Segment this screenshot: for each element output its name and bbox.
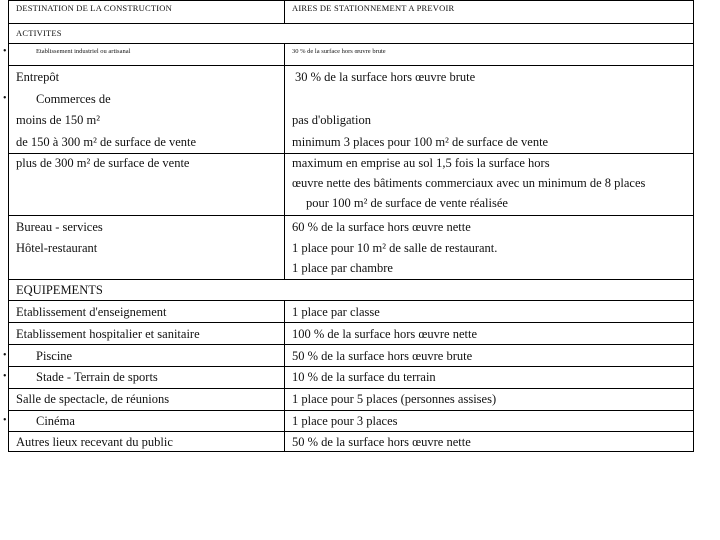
row-divider	[9, 65, 693, 66]
row-enseignement-label: Etablissement d'enseignement	[16, 305, 167, 319]
row-divider	[9, 344, 693, 345]
row-stade-label: Stade - Terrain de sports	[36, 370, 158, 384]
row-bureau-label: Bureau - services	[16, 220, 103, 234]
row-hotel-value-line1: 1 place pour 10 m² de salle de restaurant.	[292, 241, 498, 255]
row-piscine-label: Piscine	[36, 349, 73, 363]
row-plus300-label: plus de 300 m² de surface de vente	[16, 156, 190, 170]
row-spectacle-label: Salle de spectacle, de réunions	[16, 392, 170, 406]
row-cinema-label: Cinéma	[36, 414, 75, 428]
row-industriel-value: 30 % de la surface hors œuvre brute	[292, 48, 386, 55]
row-divider	[9, 23, 693, 24]
parking-requirements-table	[3, 0, 694, 452]
row-entrepot-value: 30 % de la surface hors œuvre brute	[295, 70, 476, 84]
bullet-icon: •	[3, 46, 7, 57]
row-autres-value: 50 % de la surface hors œuvre nette	[292, 435, 471, 449]
row-moins150-label: moins de 150 m²	[16, 113, 100, 127]
column-divider	[284, 1, 285, 23]
row-industriel-label: Etablissement industriel ou artisanal	[36, 48, 131, 55]
row-hospitalier-value: 100 % de la surface hors œuvre nette	[292, 327, 477, 341]
row-divider	[9, 279, 693, 280]
row-150-300-value: minimum 3 places pour 100 m² de surface de vente	[292, 135, 549, 149]
row-stade-value: 10 % de la surface du terrain	[292, 370, 436, 384]
row-divider	[9, 215, 693, 216]
row-autres-label: Autres lieux recevant du public	[16, 435, 173, 449]
column-divider	[284, 43, 285, 279]
header-parking: AIRES DE STATIONNEMENT A PREVOIR	[292, 3, 455, 13]
section-activites: ACTIVITES	[16, 28, 62, 38]
row-entrepot-label: Entrepôt	[16, 70, 60, 84]
row-commerces-label: Commerces de	[36, 92, 111, 106]
row-hotel-label: Hôtel-restaurant	[16, 241, 98, 255]
header-destination: DESTINATION DE LA CONSTRUCTION	[16, 3, 172, 13]
row-plus300-value-line1: maximum en emprise au sol 1,5 fois la surface hors	[292, 156, 550, 170]
bullet-icon: •	[3, 415, 7, 426]
row-divider	[9, 300, 693, 301]
row-moins150-value: pas d'obligation	[292, 113, 371, 127]
row-hotel-value-line2: 1 place par chambre	[292, 261, 393, 275]
bullet-icon: •	[3, 350, 7, 361]
section-equipements: EQUIPEMENTS	[16, 283, 103, 297]
row-plus300-value-line3: pour 100 m² de surface de vente réalisée	[306, 196, 508, 210]
row-divider	[9, 322, 693, 323]
row-plus300-value-line2: œuvre nette des bâtiments commerciaux avec un minimum de 8 places	[292, 176, 646, 190]
bullet-icon: •	[3, 93, 7, 104]
row-cinema-value: 1 place pour 3 places	[292, 414, 398, 428]
row-enseignement-value: 1 place par classe	[292, 305, 380, 319]
row-150-300-label: de 150 à 300 m² de surface de vente	[16, 135, 197, 149]
row-bureau-value: 60 % de la surface hors œuvre nette	[292, 220, 471, 234]
bullet-icon: •	[3, 371, 7, 382]
row-piscine-value: 50 % de la surface hors œuvre brute	[292, 349, 473, 363]
row-hospitalier-label: Etablissement hospitalier et sanitaire	[16, 327, 200, 341]
row-spectacle-value: 1 place pour 5 places (personnes assises)	[292, 392, 497, 406]
